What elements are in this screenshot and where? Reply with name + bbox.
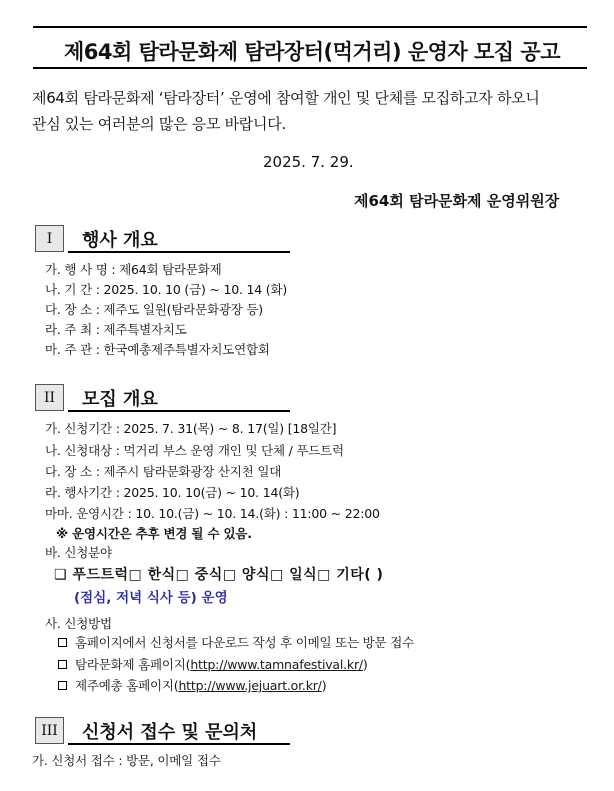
square-bullet-icon [58, 638, 67, 647]
method-item [58, 633, 414, 651]
section1-underline [68, 251, 290, 253]
section1-item: 마. 주 관 : 한국예총제주특별자치도연합회 [45, 342, 270, 357]
tamna-festival-link[interactable]: http://www.tamnafestival.kr/ [190, 657, 363, 672]
section2-number-box: II [35, 384, 64, 411]
section2-item: 라. 행사기간 : 2025. 10. 10(금) ~ 10. 14(화) [45, 485, 300, 500]
method-text: 제주예총 홈페이지( [75, 678, 179, 693]
jeju-art-link[interactable]: http://www.jejuart.or.kr/ [178, 678, 322, 693]
section1-item: 라. 주 최 : 제주특별자치도 [45, 322, 187, 337]
method-text: 홈페이지에서 신청서를 다운로드 작성 후 이메일 또는 방문 접수 [75, 635, 414, 650]
section3-number-box: III [35, 717, 64, 744]
section1-item: 나. 기 간 : 2025. 10. 10 (금) ~ 10. 14 (화) [45, 282, 288, 297]
method-text-suffix: ) [362, 657, 368, 672]
square-bullet-icon [58, 660, 67, 669]
section1-item: 다. 장 소 : 제주도 일원(탐라문화광장 등) [45, 302, 263, 317]
application-categories-note: (점심, 저녁 식사 등) 운영 [74, 590, 228, 606]
section2-item: 다. 장 소 : 제주시 탐라문화광장 산지천 일대 [45, 464, 282, 479]
page-title: 제64회 탐라문화제 탐라장터(먹거리) 운영자 모집 공고 [64, 40, 560, 64]
intro-line-2: 관심 있는 여러분의 많은 응모 바랍니다. [32, 115, 286, 133]
square-bullet-icon [58, 681, 67, 690]
application-categories: ❑ 푸드트럭□ 한식□ 중식□ 양식□ 일식□ 기타( ) [54, 567, 384, 583]
title-bottom-rule [33, 67, 587, 69]
section2-item: 나. 신청대상 : 먹거리 부스 운영 개인 및 단체 / 푸드트럭 [45, 443, 344, 458]
section2-underline [68, 410, 290, 412]
section3-title: 신청서 접수 및 문의처 [82, 722, 258, 743]
application-field-label: 바. 신청분야 [45, 545, 112, 560]
intro-line-1: 제64회 탐라문화제 ‘탐라장터’ 운영에 참여할 개인 및 단체를 모집하고자 하오니 [32, 89, 540, 107]
method-item [58, 676, 326, 694]
section2-title: 모집 개요 [82, 389, 158, 410]
method-text-suffix: ) [321, 678, 327, 693]
announcement-date: 2025. 7. 29. [263, 153, 354, 171]
section1-title: 행사 개요 [82, 230, 158, 251]
operating-hours-note: ※ 운영시간은 추후 변경 될 수 있음. [56, 526, 252, 541]
method-item [58, 655, 368, 673]
method-text: 탐라문화제 홈페이지( [75, 657, 191, 672]
section3-item: 가. 신청서 접수 : 방문, 이메일 접수 [32, 753, 221, 768]
title-top-rule [33, 26, 587, 28]
section2-item: 가. 신청기간 : 2025. 7. 31(목) ~ 8. 17(일) [18일간] [45, 421, 337, 436]
application-method-label: 사. 신청방법 [45, 616, 112, 631]
organizer-signature: 제64회 탐라문화제 운영위원장 [354, 192, 560, 210]
section3-underline [68, 743, 290, 745]
section1-item: 가. 행 사 명 : 제64회 탐라문화제 [45, 262, 222, 277]
section2-item: 마마. 운영시간 : 10. 10.(금) ~ 10. 14.(화) : 11:00 ~ 22:00 [45, 506, 380, 521]
section1-number-box: I [35, 225, 64, 252]
